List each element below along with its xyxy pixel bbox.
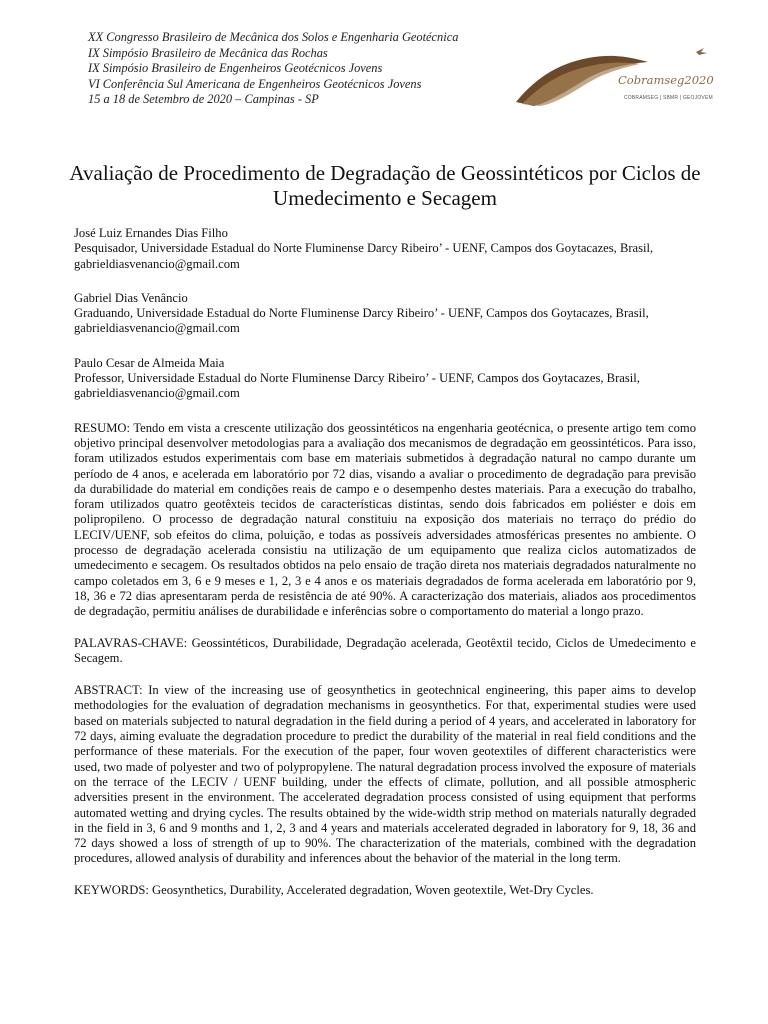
- keywords-paragraph: KEYWORDS: Geosynthetics, Durability, Accelerated degradation, Woven geotextile, Wet-Dry Cycles.: [74, 882, 594, 897]
- logo-subtitle: COBRAMSEG | SBMR | GEOJOVEM: [624, 95, 713, 101]
- author-affiliation: Pesquisador, Universidade Estadual do Norte Fluminense Darcy Ribeiro’ - UENF, Campos dos Goytacazes, Brasil, gabrieldiasvenancio@gmail.com: [74, 241, 654, 271]
- conference-header: [88, 30, 528, 108]
- conference-line: IX Simpósio Brasileiro de Mecânica das Rochas: [88, 45, 328, 60]
- conference-line: VI Conferência Sul Americana de Engenheiros Geotécnicos Jovens: [88, 76, 422, 91]
- logo-wordmark: Cobramseg2020: [618, 73, 714, 87]
- paper-title: Avaliação de Procedimento de Degradação de Geossintéticos por Ciclos de Umedecimento e Secagem: [69, 161, 701, 210]
- author-block: [74, 291, 696, 337]
- resumo-paragraph: RESUMO: Tendo em vista a crescente utilização dos geossintéticos na engenharia geotécnica, o presente artigo tem como objetivo principal desenvolver metodologias para a avaliação dos mecanismos de degradação em geossintéticos. Para isso, foram utilizados estudos experimentais com base em materiais submetidos à degradação natural no campo durante um período de 4 anos, e acelerada em laboratório por 72 dias, visando a avaliar o procedimento de degradação para previsão da durabilidade do material em condições reais de campo e o desempenho destes materiais. Para a execução do trabalho, foram utilizados quatro geotêxteis tecidos de características distintas, sendo dois fabricados em poliéster e dois em polipropileno. O processo de degradação natural constituiu na exposição dos materiais no terraço do prédio do LECIV/UENF, sob efeitos do clima, poluição, e todas as possíveis adversidades atmosféricas presentes no ambiente. O processo de degradação acelerada consistiu na utilização de um equipamento que realiza ciclos automatizados de umedecimento e secagem. Os resultados obtidos na pelo ensaio de tração direta nos materiais degradados naturalmente no campo coletados em 3, 6 e 9 meses e 1, 2, 3 e 4 anos e os materiais degradados de forma acelerada em laboratório por 9, 18, 36 e 72 dias apresentaram perda de resistência de até 90%. A caracterização dos materiais, aliados aos procedimentos de degradação, permitiu análises de durabilidade e inferências sobre o comportamento do material a longo prazo.: [74, 420, 696, 619]
- conference-line: IX Simpósio Brasileiro de Engenheiros Geotécnicos Jovens: [88, 61, 383, 75]
- palavras-chave-paragraph: PALAVRAS-CHAVE: Geossintéticos, Durabilidade, Degradação acelerada, Geotêxtil tecido, Ciclos de Umedecimento e Secagem.: [74, 635, 696, 665]
- author-affiliation: Professor, Universidade Estadual do Norte Fluminense Darcy Ribeiro’ - UENF, Campos dos Goytacazes, Brasil, gabrieldiasvenancio@gmail.com: [74, 371, 640, 401]
- author-name: Gabriel Dias Venâncio: [74, 290, 188, 305]
- conference-line: XX Congresso Brasileiro de Mecânica dos Solos e Engenharia Geotécnica: [88, 30, 459, 44]
- conference-dates: 15 a 18 de Setembro de 2020 – Campinas - SP: [88, 92, 319, 106]
- author-block: [74, 356, 696, 402]
- abstract-paragraph: ABSTRACT: In view of the increasing use of geosynthetics in geotechnical engineering, this paper aims to develop methodologies for the evaluation of degradation mechanisms in geosynthetics. For that, experimental studies were used based on materials subjected to natural degradation in the field during a period of 4 years, and accelerated in laboratory for 72 days, aiming evaluate the degradation procedure to predict the durability of the material in real field conditions and the performance of these materials. For the execution of the paper, four woven geotextiles of different characteristics were used, two made of polyester and two of polypropylene. The natural degradation process involved the exposure of materials on the terrace of the LECIV / UENF building, under the effects of climate, pollution, and all possible atmospheric adversities present in the environment. The accelerated degradation process consisted of using equipment that performs automated wetting and drying cycles. The results obtained by the wide-width strip method on materials naturally degraded in the field in 3, 6 and 9 months and 1, 2, 3 and 4 years and materials accelerated degraded in laboratory for 9, 18, 36 and 72 days showed a loss of strength of up to 90%. The characterization of the materials, combined with the degradation procedures, allowed analysis of durability and inferences about the behavior of the material in the long term.: [74, 683, 696, 866]
- author-affiliation: Graduando, Universidade Estadual do Norte Fluminense Darcy Ribeiro’ - UENF, Campos dos Goytacazes, Brasil, gabrieldiasvenancio@gmail.com: [74, 306, 649, 336]
- author-name: Paulo Cesar de Almeida Maia: [74, 355, 225, 370]
- paper-body: [74, 226, 696, 914]
- author-block: [74, 226, 696, 272]
- author-name: José Luiz Ernandes Dias Filho: [74, 226, 228, 240]
